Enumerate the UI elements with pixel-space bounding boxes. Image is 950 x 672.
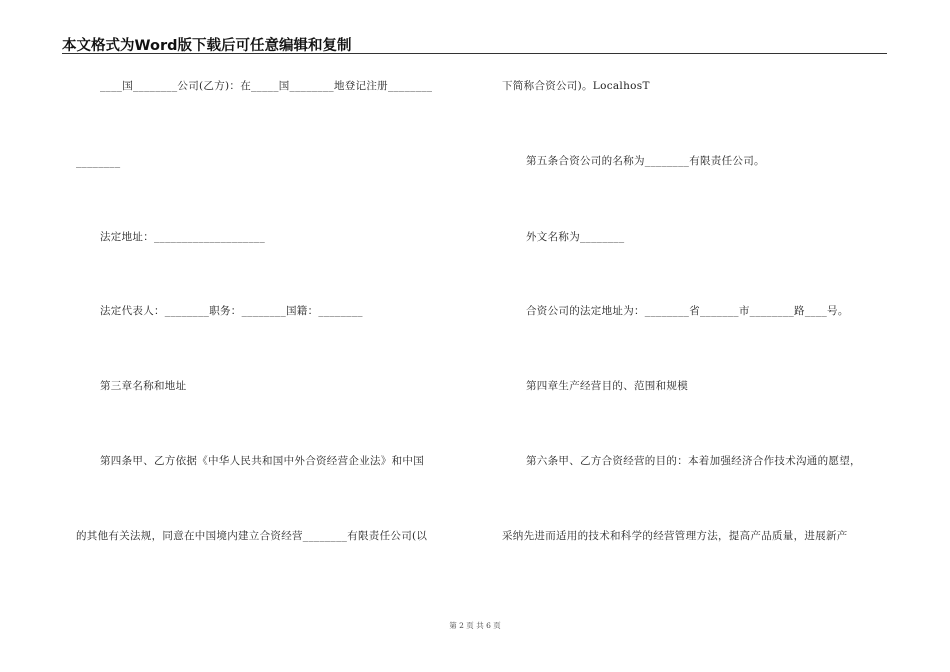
article-four-continuation: 下简称合资公司)。LocalhosT	[502, 80, 650, 92]
right-column	[480, 0, 950, 672]
company-legal-address-line: 合资公司的法定地址为：________省_______市________路____号。	[526, 305, 849, 317]
article-six-line-1: 第六条甲、乙方合资经营的目的：本着加强经济合作技术沟通的愿望，	[526, 455, 861, 467]
legal-address-line: 法定地址：____________________	[100, 231, 265, 243]
article-six-line-2: 采纳先进而适用的技术和科学的经营管理方法，提高产品质量，进展新产	[502, 530, 848, 542]
chapter-three-heading: 第三章名称和地址	[100, 380, 187, 392]
party-b-registration-line: ____国________公司(乙方)：在_____国________地登记注册________	[100, 80, 433, 92]
article-four-line-2: 的其他有关法规，同意在中国境内建立合资经营________有限责任公司(以	[76, 530, 428, 542]
document-header-title: 本文格式为Word版下载后可任意编辑和复制	[62, 38, 352, 54]
page-number-footer: 第 2 页 共 6 页	[449, 621, 501, 630]
article-four-line-1: 第四条甲、乙方依据《中华人民共和国中外合资经营企业法》和中国	[100, 455, 424, 467]
party-b-registration-continuation: ________	[76, 156, 121, 168]
legal-representative-line: 法定代表人：________职务：________国籍：________	[100, 305, 363, 317]
chapter-four-heading: 第四章生产经营目的、范围和规模	[526, 380, 688, 392]
foreign-name-line: 外文名称为________	[526, 231, 625, 243]
article-five-line: 第五条合资公司的名称为________有限责任公司。	[526, 155, 765, 167]
